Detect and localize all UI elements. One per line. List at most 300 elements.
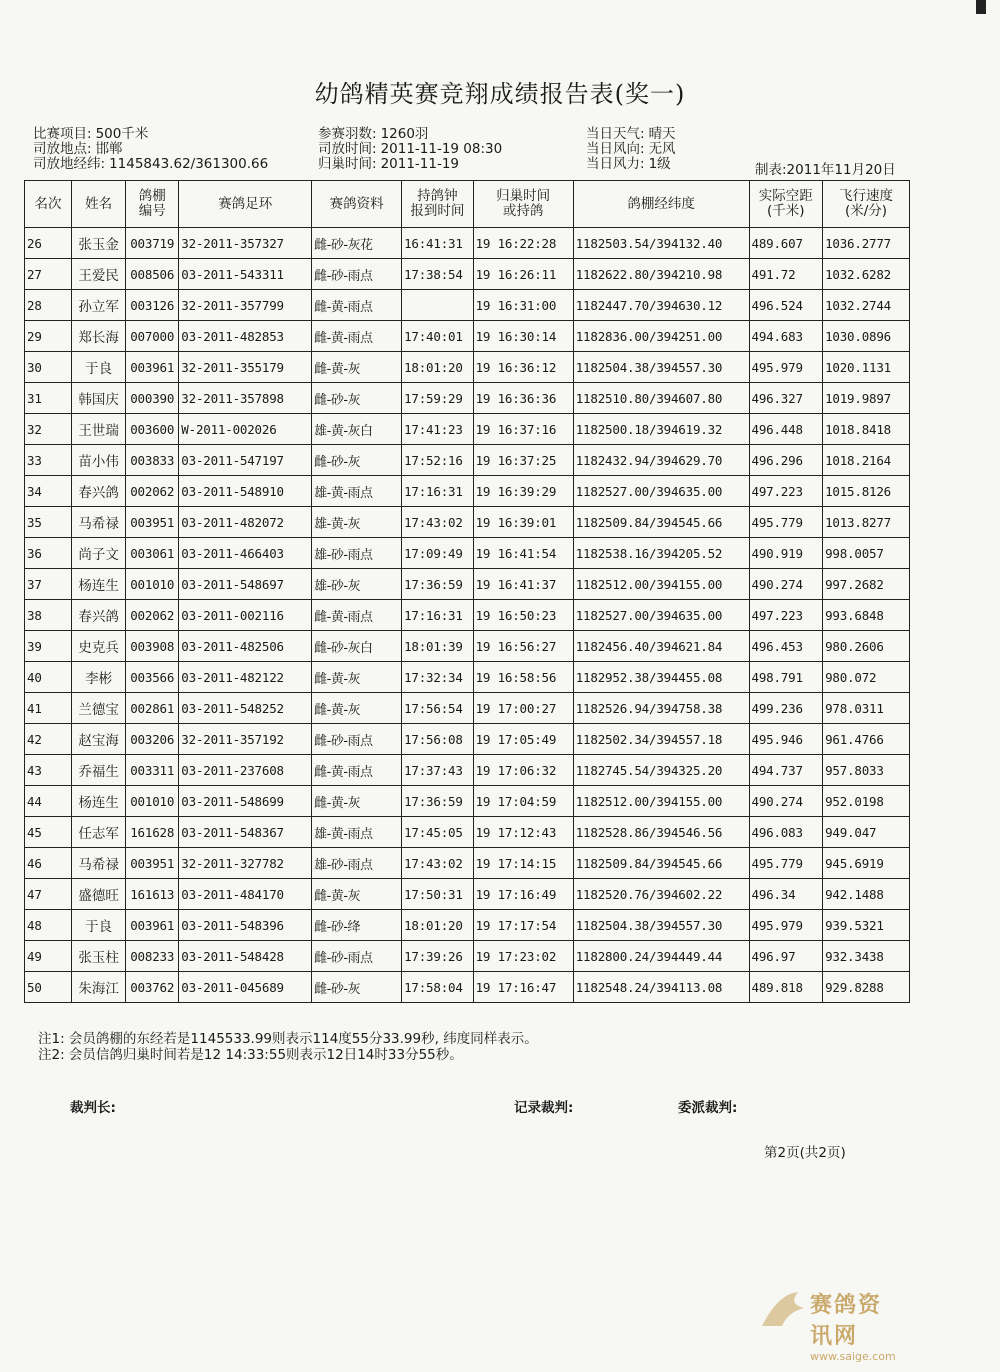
info-label: 当日风向:	[586, 141, 645, 157]
table-cell: 19 16:56:27	[473, 631, 573, 662]
table-cell: 雌-黄-灰	[312, 693, 402, 724]
table-row	[25, 724, 910, 755]
table-cell: 19 16:41:54	[473, 538, 573, 569]
table-cell: 雄-黄-雨点	[312, 817, 402, 848]
table-cell: 003961	[126, 352, 179, 383]
table-cell: 王爱民	[72, 259, 126, 290]
table-cell: 18:01:20	[402, 352, 474, 383]
table-row	[25, 569, 910, 600]
table-cell: 496.327	[749, 383, 823, 414]
table-cell: 43	[25, 755, 72, 786]
info-label: 司放时间:	[318, 141, 377, 157]
table-cell: 42	[25, 724, 72, 755]
header-left-group	[33, 127, 268, 172]
table-cell: 1182527.00/394635.00	[573, 476, 749, 507]
table-cell: 雌-砂-雨点	[312, 724, 402, 755]
table-cell: 1020.1131	[823, 352, 910, 383]
table-row	[25, 693, 910, 724]
table-cell: 491.72	[749, 259, 823, 290]
table-cell: 雌-砂-灰白	[312, 631, 402, 662]
table-cell: 003600	[126, 414, 179, 445]
table-cell: 496.296	[749, 445, 823, 476]
table-cell: 496.083	[749, 817, 823, 848]
table-cell: 19 17:23:02	[473, 941, 573, 972]
table-cell: 韩国庆	[72, 383, 126, 414]
table-cell: 39	[25, 631, 72, 662]
table-cell: 17:43:02	[402, 507, 474, 538]
table-cell: 雌-砂-绛	[312, 910, 402, 941]
table-cell: 1015.8126	[823, 476, 910, 507]
info-row	[586, 157, 676, 172]
info-label: 当日风力:	[586, 156, 645, 172]
delegate-judge-label: 委派裁判:	[678, 1100, 738, 1116]
table-cell: 雌-黄-雨点	[312, 755, 402, 786]
table-cell: 19 16:39:29	[473, 476, 573, 507]
table-cell: 雌-砂-灰	[312, 383, 402, 414]
table-cell: 1032.2744	[823, 290, 910, 321]
table-cell: 1182952.38/394455.08	[573, 662, 749, 693]
table-cell: 003951	[126, 507, 179, 538]
table-cell: 03-2011-466403	[179, 538, 312, 569]
table-cell: 雄-黄-灰	[312, 507, 402, 538]
table-cell: 17:52:16	[402, 445, 474, 476]
table-cell: 雌-砂-雨点	[312, 259, 402, 290]
table-row	[25, 445, 910, 476]
table-cell: 002062	[126, 476, 179, 507]
table-cell: 03-2011-482072	[179, 507, 312, 538]
table-cell: 002861	[126, 693, 179, 724]
table-row	[25, 755, 910, 786]
table-cell: 19 16:37:16	[473, 414, 573, 445]
table-row	[25, 259, 910, 290]
info-row	[318, 127, 502, 142]
table-cell: 1182456.40/394621.84	[573, 631, 749, 662]
table-cell: 19 17:14:15	[473, 848, 573, 879]
note-2: 注2: 会员信鸽归巢时间若是12 14:33:55则表示12日14时33分55秒。	[38, 1047, 463, 1063]
table-cell: 1182510.80/394607.80	[573, 383, 749, 414]
table-cell: 001010	[126, 569, 179, 600]
table-cell: 1182548.24/394113.08	[573, 972, 749, 1003]
table-cell: 003908	[126, 631, 179, 662]
table-cell: 008506	[126, 259, 179, 290]
watermark-name: 赛鸽资讯网	[810, 1293, 883, 1349]
table-cell: 932.3438	[823, 941, 910, 972]
table-cell: 17:50:31	[402, 879, 474, 910]
chief-judge-label: 裁判长:	[70, 1100, 116, 1116]
info-row	[586, 127, 676, 142]
table-cell: 37	[25, 569, 72, 600]
table-cell: 17:39:26	[402, 941, 474, 972]
info-value: 无风	[648, 141, 676, 157]
table-cell: 19 16:31:00	[473, 290, 573, 321]
table-cell: 马希禄	[72, 848, 126, 879]
table-cell: 03-2011-548910	[179, 476, 312, 507]
table-cell: 38	[25, 600, 72, 631]
info-row	[586, 142, 676, 157]
table-cell: 苗小伟	[72, 445, 126, 476]
table-cell: 495.946	[749, 724, 823, 755]
table-cell: 03-2011-482122	[179, 662, 312, 693]
table-cell: 496.448	[749, 414, 823, 445]
table-cell: 1182512.00/394155.00	[573, 569, 749, 600]
table-cell: 997.2682	[823, 569, 910, 600]
table-cell: 雌-砂-雨点	[312, 941, 402, 972]
table-cell: 17:58:04	[402, 972, 474, 1003]
column-header: 赛鸽资料	[312, 181, 402, 228]
table-cell: 961.4766	[823, 724, 910, 755]
table-cell: 496.34	[749, 879, 823, 910]
table-cell: 32	[25, 414, 72, 445]
table-cell: 杨连生	[72, 569, 126, 600]
table-cell: 17:36:59	[402, 569, 474, 600]
table-cell: 1019.9897	[823, 383, 910, 414]
table-cell: 雄-砂-灰	[312, 569, 402, 600]
table-cell: 雄-砂-雨点	[312, 848, 402, 879]
column-header: 赛鸽足环	[179, 181, 312, 228]
table-cell: 1182836.00/394251.00	[573, 321, 749, 352]
table-row	[25, 972, 910, 1003]
table-row	[25, 383, 910, 414]
table-cell: 35	[25, 507, 72, 538]
table-cell: 496.524	[749, 290, 823, 321]
table-cell: 雌-砂-灰	[312, 972, 402, 1003]
table-cell: 赵宝海	[72, 724, 126, 755]
table-cell: 003206	[126, 724, 179, 755]
pigeon-logo-icon	[758, 1286, 810, 1336]
table-cell: 998.0057	[823, 538, 910, 569]
table-cell: 17:45:05	[402, 817, 474, 848]
table-cell: 17:37:43	[402, 755, 474, 786]
table-cell: 1030.0896	[823, 321, 910, 352]
table-cell: 496.97	[749, 941, 823, 972]
header-right-group	[586, 127, 676, 172]
table-cell: 490.274	[749, 786, 823, 817]
table-cell: 1182745.54/394325.20	[573, 755, 749, 786]
table-cell: 490.274	[749, 569, 823, 600]
info-label: 参赛羽数:	[318, 126, 377, 142]
info-row	[33, 127, 268, 142]
table-row	[25, 321, 910, 352]
column-header: 鸽棚 编号	[126, 181, 179, 228]
info-value: 1级	[648, 156, 671, 172]
table-cell: 03-2011-547197	[179, 445, 312, 476]
table-cell: 942.1488	[823, 879, 910, 910]
table-cell: 1182800.24/394449.44	[573, 941, 749, 972]
table-cell: 19 16:58:56	[473, 662, 573, 693]
table-cell: 32-2011-357327	[179, 228, 312, 259]
table-cell: 17:43:02	[402, 848, 474, 879]
info-value: 2011-11-19	[380, 156, 460, 172]
table-cell: 张玉金	[72, 228, 126, 259]
table-cell: 1182527.00/394635.00	[573, 600, 749, 631]
table-cell: 1182447.70/394630.12	[573, 290, 749, 321]
info-label: 当日天气:	[586, 126, 645, 142]
table-cell	[402, 290, 474, 321]
info-label: 司放地经纬:	[33, 156, 106, 172]
table-cell: 497.223	[749, 476, 823, 507]
scan-corner-mark	[976, 0, 986, 14]
table-cell: 32-2011-357192	[179, 724, 312, 755]
table-cell: 史克兵	[72, 631, 126, 662]
note-1: 注1: 会员鸽棚的东经若是1145533.99则表示114度55分33.99秒, 纬度同样表示。	[38, 1031, 538, 1047]
table-cell: 007000	[126, 321, 179, 352]
table-cell: 33	[25, 445, 72, 476]
table-cell: 03-2011-045689	[179, 972, 312, 1003]
table-cell: 003833	[126, 445, 179, 476]
table-cell: 03-2011-237608	[179, 755, 312, 786]
table-cell: 36	[25, 538, 72, 569]
table-cell: 雄-黄-灰白	[312, 414, 402, 445]
column-header: 飞行速度 (米/分)	[823, 181, 910, 228]
table-cell: 32-2011-357898	[179, 383, 312, 414]
column-header: 归巢时间 或持鸽	[473, 181, 573, 228]
table-cell: 于良	[72, 352, 126, 383]
table-cell: 46	[25, 848, 72, 879]
table-row	[25, 941, 910, 972]
table-cell: 30	[25, 352, 72, 383]
table-cell: 于良	[72, 910, 126, 941]
table-cell: 1182512.00/394155.00	[573, 786, 749, 817]
table-cell: 1182432.94/394629.70	[573, 445, 749, 476]
table-cell: 17:16:31	[402, 600, 474, 631]
table-cell: 161613	[126, 879, 179, 910]
table-cell: 03-2011-548697	[179, 569, 312, 600]
table-cell: 1182622.80/394210.98	[573, 259, 749, 290]
table-cell: 499.236	[749, 693, 823, 724]
column-header: 名次	[25, 181, 72, 228]
table-cell: 03-2011-484170	[179, 879, 312, 910]
table-cell: 19 17:00:27	[473, 693, 573, 724]
table-cell: 929.8288	[823, 972, 910, 1003]
table-cell: 949.047	[823, 817, 910, 848]
table-cell: 李彬	[72, 662, 126, 693]
table-cell: 任志军	[72, 817, 126, 848]
table-cell: 1182504.38/394557.30	[573, 352, 749, 383]
table-cell: 雌-黄-雨点	[312, 290, 402, 321]
table-cell: 497.223	[749, 600, 823, 631]
table-cell: 980.072	[823, 662, 910, 693]
table-cell: 1182509.84/394545.66	[573, 848, 749, 879]
info-label: 归巢时间:	[318, 156, 377, 172]
table-cell: 27	[25, 259, 72, 290]
table-cell: 16:41:31	[402, 228, 474, 259]
table-cell: 000390	[126, 383, 179, 414]
table-cell: 19 16:30:14	[473, 321, 573, 352]
made-date: 制表:2011年11月20日	[755, 162, 896, 178]
table-cell: 1182538.16/394205.52	[573, 538, 749, 569]
table-cell: 雄-黄-雨点	[312, 476, 402, 507]
column-header: 姓名	[72, 181, 126, 228]
table-cell: 雌-砂-灰花	[312, 228, 402, 259]
table-cell: 003126	[126, 290, 179, 321]
info-value: 500千米	[95, 126, 149, 142]
table-cell: 494.683	[749, 321, 823, 352]
table-cell: 489.607	[749, 228, 823, 259]
table-cell: 17:41:23	[402, 414, 474, 445]
table-cell: 19 16:26:11	[473, 259, 573, 290]
table-row	[25, 414, 910, 445]
table-cell: 496.453	[749, 631, 823, 662]
table-cell: 498.791	[749, 662, 823, 693]
table-cell: 尚子文	[72, 538, 126, 569]
table-cell: 雌-黄-雨点	[312, 600, 402, 631]
table-cell: 乔福生	[72, 755, 126, 786]
table-cell: 03-2011-548396	[179, 910, 312, 941]
table-cell: 945.6919	[823, 848, 910, 879]
table-cell: 003762	[126, 972, 179, 1003]
info-row	[318, 142, 502, 157]
table-header-row	[25, 181, 910, 228]
table-cell: 03-2011-548252	[179, 693, 312, 724]
table-cell: 17:32:34	[402, 662, 474, 693]
table-cell: W-2011-002026	[179, 414, 312, 445]
table-cell: 1182503.54/394132.40	[573, 228, 749, 259]
table-cell: 1018.8418	[823, 414, 910, 445]
table-row	[25, 817, 910, 848]
table-cell: 003061	[126, 538, 179, 569]
table-cell: 19 16:37:25	[473, 445, 573, 476]
table-cell: 1018.2164	[823, 445, 910, 476]
table-row	[25, 910, 910, 941]
table-cell: 50	[25, 972, 72, 1003]
table-cell: 雌-黄-灰	[312, 879, 402, 910]
table-row	[25, 879, 910, 910]
table-cell: 1182528.86/394546.56	[573, 817, 749, 848]
table-cell: 003311	[126, 755, 179, 786]
column-header: 鸽棚经纬度	[573, 181, 749, 228]
table-cell: 003961	[126, 910, 179, 941]
table-cell: 40	[25, 662, 72, 693]
table-cell: 盛德旺	[72, 879, 126, 910]
table-cell: 001010	[126, 786, 179, 817]
table-cell: 26	[25, 228, 72, 259]
info-value: 晴天	[648, 126, 676, 142]
table-row	[25, 848, 910, 879]
table-cell: 马希禄	[72, 507, 126, 538]
table-cell: 495.779	[749, 848, 823, 879]
results-table	[24, 180, 910, 1003]
table-cell: 王世瑞	[72, 414, 126, 445]
table-cell: 雌-黄-灰	[312, 786, 402, 817]
table-cell: 19 16:22:28	[473, 228, 573, 259]
table-cell: 980.2606	[823, 631, 910, 662]
table-cell: 17:36:59	[402, 786, 474, 817]
table-cell: 雌-黄-灰	[312, 352, 402, 383]
table-cell: 1182500.18/394619.32	[573, 414, 749, 445]
info-value: 邯郸	[95, 141, 123, 157]
table-cell: 春兴鸽	[72, 600, 126, 631]
table-cell: 1182520.76/394602.22	[573, 879, 749, 910]
info-value: 2011-11-19 08:30	[380, 141, 503, 157]
table-cell: 19 17:04:59	[473, 786, 573, 817]
table-cell: 杨连生	[72, 786, 126, 817]
table-cell: 978.0311	[823, 693, 910, 724]
info-label: 比赛项目:	[33, 126, 92, 142]
table-cell: 1182502.34/394557.18	[573, 724, 749, 755]
recorder-judge-label: 记录裁判:	[514, 1100, 574, 1116]
table-cell: 19 16:41:37	[473, 569, 573, 600]
table-cell: 19 16:50:23	[473, 600, 573, 631]
table-row	[25, 600, 910, 631]
table-cell: 03-2011-548428	[179, 941, 312, 972]
table-row	[25, 662, 910, 693]
info-label: 司放地点:	[33, 141, 92, 157]
table-cell: 17:59:29	[402, 383, 474, 414]
table-cell: 03-2011-002116	[179, 600, 312, 631]
table-row	[25, 786, 910, 817]
table-body	[25, 228, 910, 1003]
table-row	[25, 507, 910, 538]
table-cell: 03-2011-548699	[179, 786, 312, 817]
table-cell: 003566	[126, 662, 179, 693]
table-cell: 1182504.38/394557.30	[573, 910, 749, 941]
notes	[38, 1031, 538, 1063]
table-cell: 489.818	[749, 972, 823, 1003]
table-row	[25, 352, 910, 383]
table-cell: 17:56:08	[402, 724, 474, 755]
watermark-url: www.saige.com	[810, 1350, 896, 1363]
table-cell: 1036.2777	[823, 228, 910, 259]
table-cell: 雌-黄-雨点	[312, 321, 402, 352]
table-cell: 490.919	[749, 538, 823, 569]
table-cell: 32-2011-357799	[179, 290, 312, 321]
table-cell: 03-2011-543311	[179, 259, 312, 290]
table-cell: 17:40:01	[402, 321, 474, 352]
page-number: 第2页(共2页)	[764, 1145, 846, 1161]
table-cell: 17:56:54	[402, 693, 474, 724]
table-row	[25, 476, 910, 507]
table-row	[25, 290, 910, 321]
table-cell: 161628	[126, 817, 179, 848]
table-cell: 1032.6282	[823, 259, 910, 290]
table-cell: 雌-黄-灰	[312, 662, 402, 693]
info-row	[33, 142, 268, 157]
column-header: 实际空距 (千米)	[749, 181, 823, 228]
info-row	[33, 157, 268, 172]
table-cell: 29	[25, 321, 72, 352]
table-cell: 17:16:31	[402, 476, 474, 507]
table-cell: 19 16:36:36	[473, 383, 573, 414]
table-cell: 957.8033	[823, 755, 910, 786]
table-cell: 19 17:06:32	[473, 755, 573, 786]
table-cell: 19 17:16:49	[473, 879, 573, 910]
table-cell: 17:09:49	[402, 538, 474, 569]
table-row	[25, 631, 910, 662]
info-value: 1260羽	[380, 126, 429, 142]
table-row	[25, 538, 910, 569]
table-cell: 494.737	[749, 755, 823, 786]
table-cell: 49	[25, 941, 72, 972]
table-cell: 03-2011-548367	[179, 817, 312, 848]
table-cell: 495.979	[749, 910, 823, 941]
table-cell: 1013.8277	[823, 507, 910, 538]
table-row	[25, 228, 910, 259]
table-cell: 495.979	[749, 352, 823, 383]
table-cell: 952.0198	[823, 786, 910, 817]
table-cell: 19 17:12:43	[473, 817, 573, 848]
table-cell: 19 17:17:54	[473, 910, 573, 941]
table-cell: 939.5321	[823, 910, 910, 941]
table-cell: 张玉柱	[72, 941, 126, 972]
table-cell: 雌-砂-灰	[312, 445, 402, 476]
table-cell: 19 16:36:12	[473, 352, 573, 383]
table-cell: 19 16:39:01	[473, 507, 573, 538]
table-cell: 03-2011-482506	[179, 631, 312, 662]
table-cell: 1182509.84/394545.66	[573, 507, 749, 538]
table-cell: 31	[25, 383, 72, 414]
table-cell: 1182526.94/394758.38	[573, 693, 749, 724]
table-cell: 495.779	[749, 507, 823, 538]
